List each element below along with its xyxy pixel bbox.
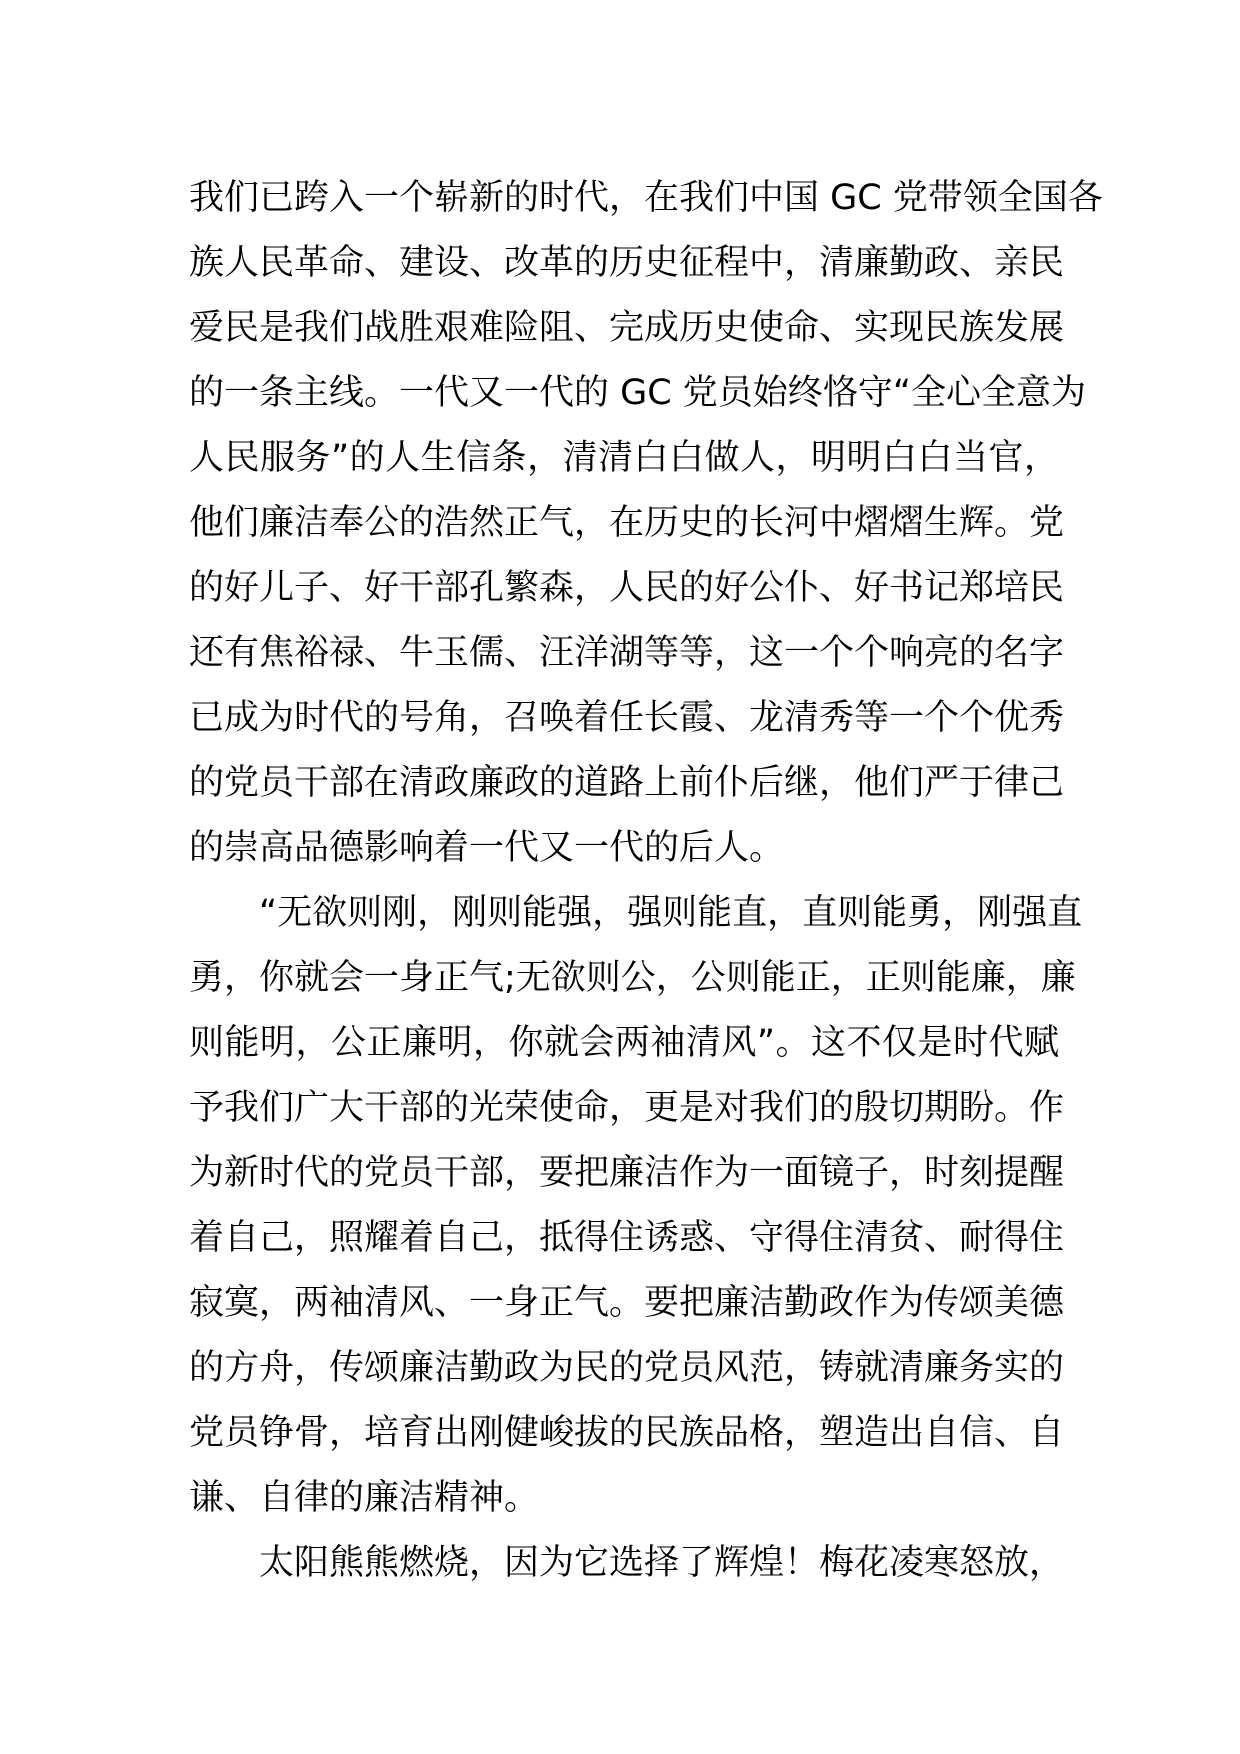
text-line: 的党员干部在清政廉政的道路上前仆后继，他们严于律己 bbox=[189, 763, 1065, 803]
paragraph-3 bbox=[189, 1531, 1065, 1596]
text-line: 他们廉洁奉公的浩然正气，在历史的长河中熠熠生辉。党 bbox=[189, 503, 1065, 543]
text-line: 的一条主线。一代又一代的 GC 党员始终恪守“全心全意为 bbox=[189, 373, 1086, 413]
text-line: 为新时代的党员干部，要把廉洁作为一面镜子，时刻提醒 bbox=[189, 1153, 1065, 1193]
paragraph-1 bbox=[189, 166, 1103, 881]
text-line: 勇，你就会一身正气;无欲则公，公则能正，正则能廉，廉 bbox=[189, 958, 1076, 998]
text-line: 还有焦裕禄、牛玉儒、汪洋湖等等，这一个个响亮的名字 bbox=[189, 633, 1065, 673]
text-line: 谦、自律的廉洁精神。 bbox=[189, 1478, 540, 1518]
text-line: 人民服务”的人生信条，清清白白做人，明明白白当官， bbox=[189, 438, 1059, 478]
text-line: 爱民是我们战胜艰难险阻、完成历史使命、实现民族发展 bbox=[189, 308, 1065, 348]
text-line: 的崇高品德影响着一代又一代的后人。 bbox=[189, 828, 785, 868]
text-line: 族人民革命、建设、改革的历史征程中，清廉勤政、亲民 bbox=[189, 243, 1065, 283]
text-line: 寂寞，两袖清风、一身正气。要把廉洁勤政作为传颂美德 bbox=[189, 1283, 1065, 1323]
text-line: 着自己，照耀着自己，抵得住诱惑、守得住清贫、耐得住 bbox=[189, 1218, 1065, 1258]
text-line: 已成为时代的号角，召唤着任长霞、龙清秀等一个个优秀 bbox=[189, 698, 1065, 738]
text-line: 我们已跨入一个崭新的时代，在我们中国 GC 党带领全国各 bbox=[189, 178, 1103, 218]
body-text bbox=[189, 166, 1103, 1596]
text-line: 党员铮骨，培育出刚健峻拔的民族品格，塑造出自信、自 bbox=[189, 1413, 1065, 1453]
text-line: 的好儿子、好干部孔繁森，人民的好公仆、好书记郑培民 bbox=[189, 568, 1065, 608]
text-line: “无欲则刚，刚则能强，强则能直，直则能勇，刚强直 bbox=[259, 893, 1083, 933]
text-line: 太阳熊熊燃烧，因为它选择了辉煌！梅花凌寒怒放， bbox=[259, 1543, 1065, 1583]
text-line: 则能明，公正廉明，你就会两袖清风”。这不仅是时代赋 bbox=[189, 1023, 1059, 1063]
text-line: 予我们广大干部的光荣使命，更是对我们的殷切期盼。作 bbox=[189, 1088, 1065, 1128]
paragraph-2 bbox=[189, 881, 1083, 1531]
text-line: 的方舟，传颂廉洁勤政为民的党员风范，铸就清廉务实的 bbox=[189, 1348, 1065, 1388]
